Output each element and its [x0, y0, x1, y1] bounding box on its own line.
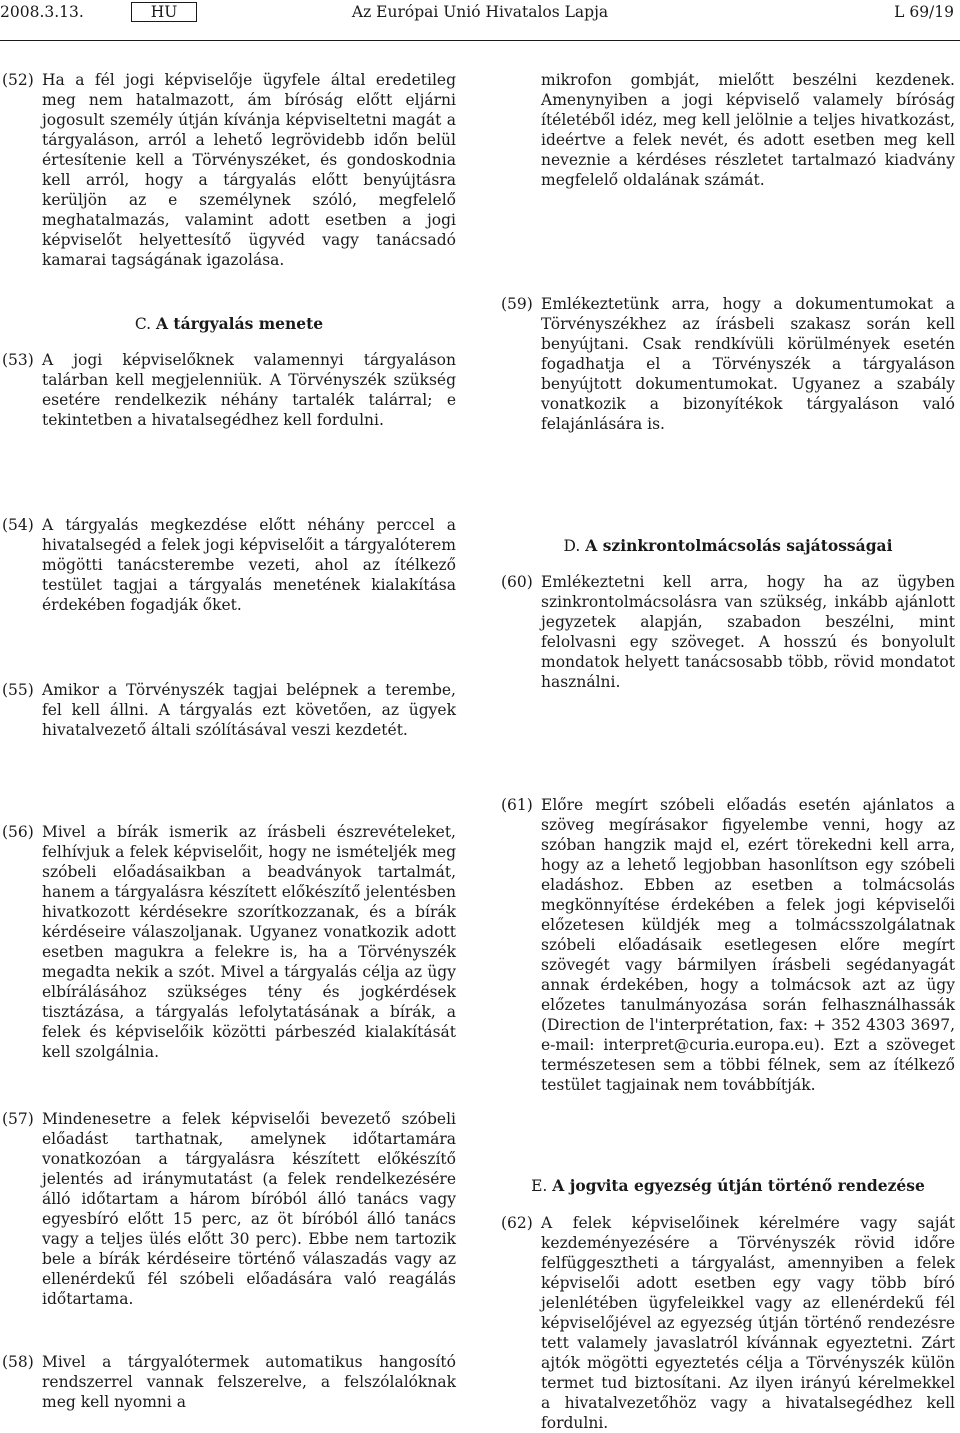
paragraph-number: (57)	[2, 1110, 34, 1128]
language-code: HU	[131, 2, 197, 22]
paragraph-58	[2, 1352, 456, 1412]
paragraph-56	[2, 822, 456, 1062]
section-heading-c	[2, 314, 456, 334]
section-title: A jogvita egyezség útján történő rendezése	[552, 1176, 925, 1195]
paragraph-number: (61)	[501, 796, 533, 814]
paragraph-number: (58)	[2, 1353, 34, 1371]
paragraph-54	[2, 515, 456, 615]
paragraph-52	[2, 70, 456, 270]
paragraph-number: (55)	[2, 681, 34, 699]
section-letter: D.	[563, 537, 581, 555]
section-letter: E.	[531, 1177, 548, 1195]
section-heading-e	[501, 1176, 955, 1196]
paragraph-text: Mindenesetre a felek képviselői bevezető szóbeli előadást tarthatnak, amelynek időtartamára vonatkozóan a tárgyalásra készített előkészítő jelentés ad iránymutatást (a felek rendelkezésére álló időtartam a három bíróból álló tanács vagy egyesbíró előtt 15 perc, az öt bíróból álló tanács vagy a teljes ülés előtt 30 perc). Ebbe nem tartozik bele a bírák kérdéseire történő válaszadás vagy az ellenérdekű fél szóbeli előadására való reagálás időtartama.	[42, 1110, 456, 1308]
page-header	[0, 2, 960, 24]
paragraph-60	[501, 572, 955, 692]
paragraph-number: (56)	[2, 823, 34, 841]
paragraph-text: Előre megírt szóbeli előadás esetén ajánlatos a szöveg megírásakor figyelembe venni, hogy az szóban hangzik majd el, ezért törekedni kell arra, hogy az a lehető legjobban hasonlítson egy szóbeli eladáshoz. Ebben az esetben a tolmácsolás megkönnyítése érdekében a felek jogi képviselői előzetesen küldjék meg a tolmácsszolgálatnak szóbeli előadásaik esetlegesen előre megírt szövegét vagy bármilyen írásbeli segédanyagát annak érdekében, hogy a tolmácsok azt az ügy előzetes tanulmányozása során felhasználhassák (Direction de l'interprétation, fax: + 352 4303 3697, e-mail: interpret@curia.europa.eu). Ezt a szöveget természetesen sem a többi félnek, sem az ítélkező testület tagjainak nem továbbítják.	[541, 796, 955, 1094]
paragraph-number: (52)	[2, 71, 34, 89]
section-letter: C.	[134, 315, 152, 333]
paragraph-text: Emlékeztetni kell arra, hogy ha az ügyben szinkrontolmácsolásra van szükség, inkább ajánlott jegyzetek alapján, szabadon beszélni, mint felolvasni egy szöveget. A hosszú és bonyolult mondatok helyett tanácsosabb több, rövid mondatot használni.	[541, 573, 955, 691]
paragraph-number: (54)	[2, 516, 34, 534]
paragraph-59	[501, 294, 955, 434]
publication-date: 2008.3.13.	[0, 3, 84, 21]
paragraph-53	[2, 350, 456, 430]
paragraph-text: Ha a fél jogi képviselője ügyfele által eredetileg meg nem hatalmazott, ám bíróság előtt eljárni jogosult személy útján kívánja képviseltetni magát a tárgyaláson, arról a lehető legrövidebb időn belül értesítenie kell a Törvényszéket, és gondoskodnia kell arról, hogy a tárgyalás előtt benyújtásra kerüljön az e személynek szóló, megfelelő meghatalmazás, valamint adott esetben a jogi képviselőt helyettesítő ügyvéd vagy tanácsadó kamarai tagságának igazolása.	[42, 71, 456, 269]
paragraph-text: Mivel a bírák ismerik az írásbeli észrevételeket, felhívjuk a felek képviselőit, hogy ne ismételjék meg szóbeli előadásaikban a beadványok tartalmát, hanem a tárgyalásra készített előkészítő jelentésben hivatkozott kérdésekre szorítkozzanak, és a bírák kérdéseire válaszoljanak. Ugyanez vonatkozik adott esetben magukra a felekre is, ha a Törvényszék megadta nekik a szót. Mivel a tárgyalás célja az ügy elbírálásához szükséges tény és jogkérdések tisztázása, a tárgyalás lefolytatásának a bírák, a felek és képviselőik közötti párbeszéd kialakítását kell szolgálnia.	[42, 823, 456, 1061]
paragraph-text: A felek képviselőinek kérelmére vagy saját kezdeményezésére a Törvényszék rövid időre felfüggesztheti a tárgyalást, amennyiben a felek képviselői adott esetben egy vagy több bíró jelenlétében ügyfeleikkel vagy az ellenérdekű fél képviselőjével az egyezség útján történő rendezésre tett valamely javaslatról kívánnak egyeztetni. Zárt ajtók mögötti egyeztetés célja a Törvényszék külön termet tud biztosítani. Az ilyen irányú kérelmekkel a hivatalvezetőhöz vagy a hivatalsegédhez kell fordulni.	[541, 1214, 955, 1432]
journal-title: Az Európai Unió Hivatalos Lapja	[351, 3, 609, 21]
page-reference: L 69/19	[894, 3, 954, 21]
paragraph-number: (59)	[501, 295, 533, 313]
paragraph-61	[501, 795, 955, 1095]
paragraph-55	[2, 680, 456, 740]
paragraph-text: A tárgyalás megkezdése előtt néhány perccel a hivatalsegéd a felek jogi képviselőit a tárgyalóterem mögötti tanácsterembe vezeti, ahol az ítélkező testület tagjai a tárgyalás menetének kialakítása érdekében fogadják őket.	[42, 516, 456, 614]
paragraph-text: Mivel a tárgyalótermek automatikus hangosító rendszerrel vannak felszerelve, a felszólalóknak meg kell nyomni a	[42, 1353, 456, 1411]
paragraph-62	[501, 1213, 955, 1433]
header-rule	[0, 40, 960, 41]
paragraph-text: A jogi képviselőknek valamennyi tárgyaláson talárban kell megjelenniük. A Törvényszék szükség esetére rendelkezik néhány tartalék talárral; e tekintetben a hivatalsegédhez kell fordulni.	[42, 351, 456, 429]
paragraph-number: (62)	[501, 1214, 533, 1232]
section-heading-d	[501, 536, 955, 556]
paragraph-57	[2, 1109, 456, 1309]
paragraph-number: (60)	[501, 573, 533, 591]
paragraph-number: (53)	[2, 351, 34, 369]
section-title: A tárgyalás menete	[156, 314, 324, 333]
paragraph-text: Emlékeztetünk arra, hogy a dokumentumokat a Törvényszékhez az írásbeli szakasz során kell benyújtani. Csak rendkívüli körülmények esetén fogadhatja el a Törvényszék a tárgyaláson benyújtott dokumentumokat. Ugyanez a szabály vonatkozik a bizonyítékok tárgyaláson való felajánlására is.	[541, 295, 955, 433]
section-title: A szinkrontolmácsolás sajátosságai	[585, 536, 893, 555]
paragraph-58-continuation: mikrofon gombját, mielőtt beszélni kezdenek. Amenynyiben a jogi képviselő valamely bíróság ítéletéből idéz, meg kell jelölnie a teljes hivatkozást, ideértve a felek nevét, és adott esetben meg kell neveznie a kérdéses részletet tartalmazó kiadvány megfelelő oldalának számát.	[541, 71, 955, 189]
paragraph-text: Amikor a Törvényszék tagjai belépnek a terembe, fel kell állni. A tárgyalás ezt követően, az ügyek hivatalvezető általi szólításával veszi kezdetét.	[42, 681, 456, 739]
